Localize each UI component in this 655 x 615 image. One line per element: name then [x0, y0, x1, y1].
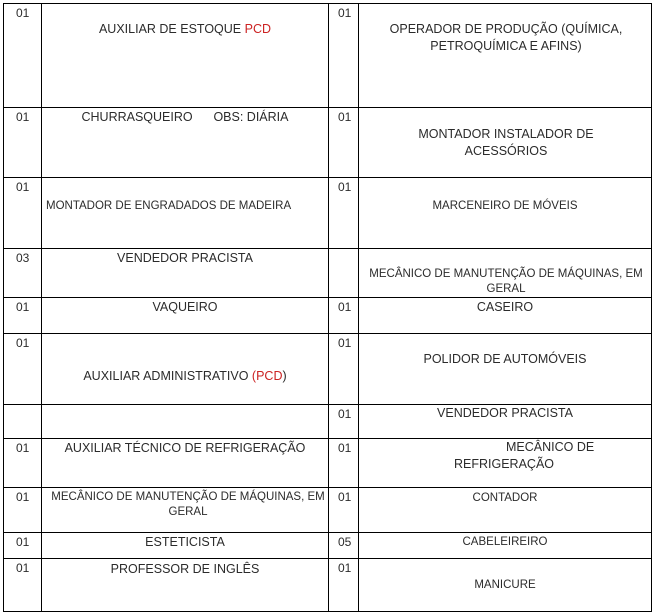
right-qty-cell: 01 [338, 180, 352, 194]
right-qty-cell: 01 [338, 490, 352, 504]
right-job-title: VENDEDOR PRACISTA [437, 406, 573, 420]
pcd-tag: (PCD [251, 369, 283, 383]
left-qty-cell: 01 [16, 110, 30, 124]
left-job-title: AUXILIAR DE ESTOQUE PCD [98, 22, 272, 36]
right-qty-cell: 01 [338, 407, 352, 421]
right-qty-cell: 01 [338, 561, 352, 575]
right-job-title: MONTADOR INSTALADOR DE ACESSÓRIOS [418, 127, 594, 158]
left-job-title: PROFESSOR DE INGLÊS [110, 562, 260, 576]
left-job-title: MECÂNICO DE MANUTENÇÃO DE MÁQUINAS, EM GERAL [51, 491, 325, 518]
left-qty-cell: 01 [16, 561, 30, 575]
left-qty-cell: 01 [16, 300, 30, 314]
left-job-title: VAQUEIRO [152, 300, 218, 314]
left-qty-cell: 01 [16, 6, 30, 20]
left-job-title: AUXILIAR ADMINISTRATIVO (PCD) [83, 369, 287, 383]
left-qty-cell: 01 [16, 441, 30, 455]
right-job-title: OPERADOR DE PRODUÇÃO (QUÍMICA, PETROQUÍMICA E AFINS) [389, 22, 623, 53]
right-qty-cell: 01 [338, 6, 352, 20]
right-qty-cell: 01 [338, 441, 352, 455]
left-job-title: ESTETICISTA [145, 535, 225, 549]
right-qty-cell: 01 [338, 300, 352, 314]
left-qty-cell: 01 [16, 535, 30, 549]
right-job-title: MECÂNICO DE REFRIGERAÇÃO [454, 440, 595, 471]
right-job-title: CABELEIREIRO [462, 536, 548, 548]
left-qty-cell: 03 [16, 251, 30, 265]
right-job-title: MARCENEIRO DE MÓVEIS [432, 200, 578, 212]
left-qty-cell: 01 [16, 336, 30, 350]
left-job-title: AUXILIAR TÉCNICO DE REFRIGERAÇÃO [64, 441, 306, 455]
left-job-title: VENDEDOR PRACISTA [117, 251, 253, 265]
right-qty-cell: 01 [338, 110, 352, 124]
left-job-title: MONTADOR DE ENGRADADOS DE MADEIRA [46, 200, 292, 212]
right-job-title: POLIDOR DE AUTOMÓVEIS [423, 352, 587, 366]
right-job-title: CONTADOR [472, 492, 538, 504]
left-qty-cell: 01 [16, 180, 30, 194]
right-qty-cell: 05 [338, 535, 352, 549]
right-qty-cell: 01 [338, 336, 352, 350]
right-job-title: MECÂNICO DE MANUTENÇÃO DE MÁQUINAS, EM GERAL [369, 268, 643, 295]
right-job-title: CASEIRO [476, 300, 534, 314]
right-job-title: MANICURE [474, 579, 536, 591]
left-job-title: CHURRASQUEIRO OBS: DIÁRIA [81, 110, 289, 124]
pcd-tag: PCD [244, 22, 272, 36]
left-qty-cell: 01 [16, 490, 30, 504]
